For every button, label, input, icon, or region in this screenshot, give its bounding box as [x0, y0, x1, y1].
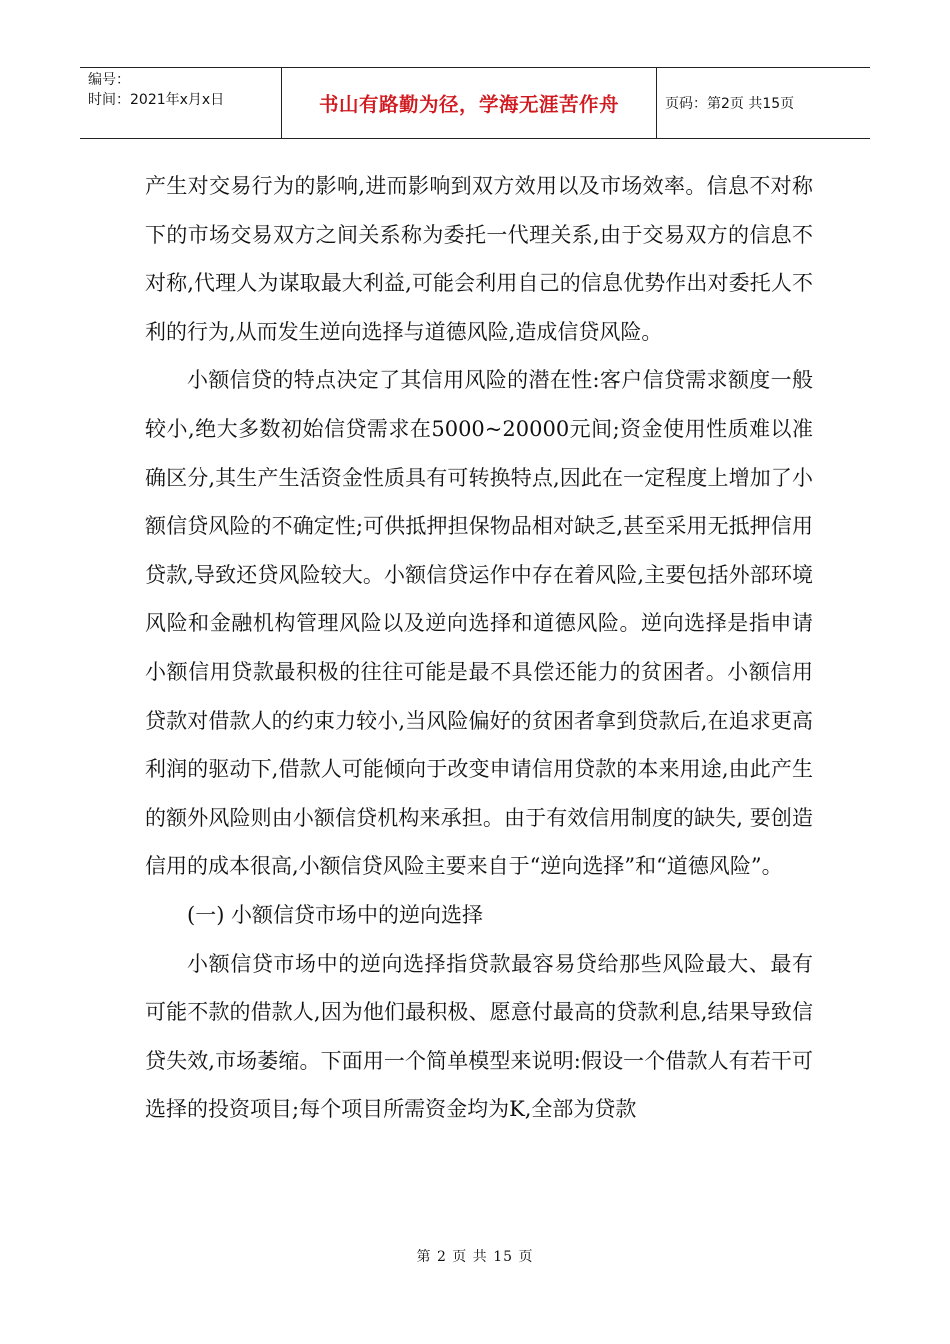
- document-time-label: 时间：2021年x月x日: [88, 92, 225, 108]
- paragraph-credit-risk: 小额信贷的特点决定了其信用风险的潜在性:客户信贷需求额度一般较小,绝大多数初始信贷需求在5000~20000元间;资金使用性质难以准确区分,其生产生活资金性质具有可转换特点,因此在一定程度上增加了小额信贷风险的不确定性;可供抵押担保物品相对缺乏,甚至采用无抵押信用贷款,导致还贷风险较大。小额信贷运作中存在着风险,主要包括外部环境风险和金融机构管理风险以及逆向选择和道德风险。逆向选择是指申请小额信用贷款最积极的往往可能是最不具偿还能力的贫困者。小额信用贷款对借款人的约束力较小,当风险偏好的贫困者拿到贷款后,在追求更高利润的驱动下,借款人可能倾向于改变申请信用贷款的本来用途,由此产生的额外风险则由小额信贷机构来承担。由于有效信用制度的缺失, 要创造信用的成本很高,小额信贷风险主要来自于“逆向选择”和“道德风险”。: [145, 368, 813, 879]
- document-number-label: 编号：: [88, 72, 130, 88]
- paragraph-continuation: 产生对交易行为的影响,进而影响到双方效用以及市场效率。信息不对称下的市场交易双方之间关系称为委托一代理关系,由于交易双方的信息不对称,代理人为谋取最大利益,可能会利用自己的信息优势作出对委托人不利的行为,从而发生逆向选择与道德风险,造成信贷风险。: [145, 174, 813, 344]
- page-header: [80, 67, 870, 139]
- header-motto: 书山有路勤为径，学海无涯苦作舟: [282, 68, 657, 138]
- header-meta: [80, 68, 282, 138]
- paragraph-adverse-selection: 小额信贷市场中的逆向选择指贷款最容易贷给那些风险最大、最有可能不款的借款人,因为他们最积极、愿意付最高的贷款利息,结果导致信贷失效,市场萎缩。下面用一个简单模型来说明:假设一个借款人有若干可选择的投资项目;每个项目所需资金均为K,全部为贷款: [145, 951, 813, 1122]
- header-page-info: 页码：第2页 共15页: [665, 96, 795, 112]
- page-footer: 第 2 页 共 15 页: [416, 1249, 534, 1265]
- section-heading: (一) 小额信贷市场中的逆向选择: [187, 902, 484, 927]
- document-body: [145, 162, 813, 1134]
